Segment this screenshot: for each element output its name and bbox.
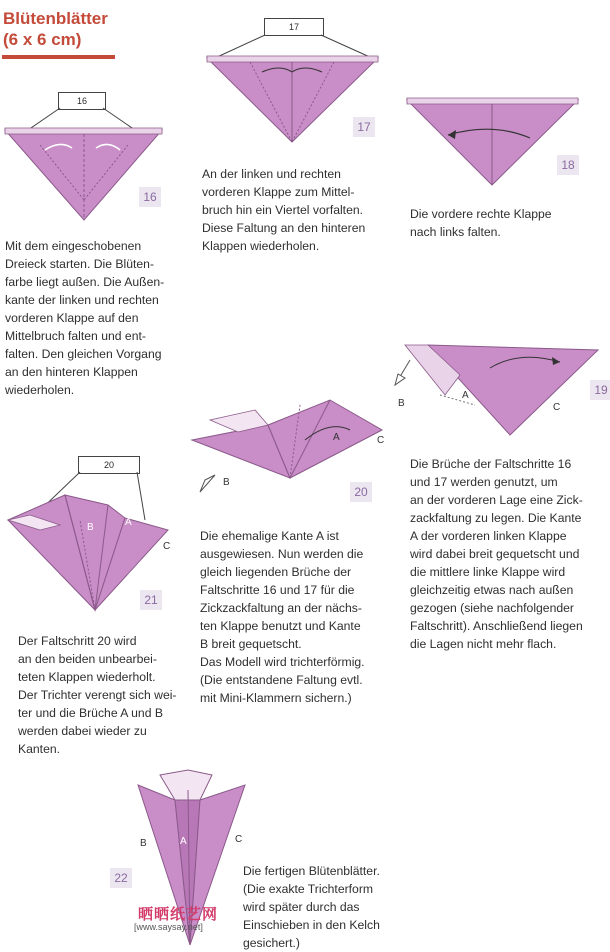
text-line: mit Mini-Klammern sichern.) <box>200 691 352 705</box>
text-line: wiederholen. <box>5 383 75 397</box>
text-line: Die fertigen Blütenblätter. <box>243 864 380 878</box>
text-line: (Die exakte Trichterform <box>243 882 374 896</box>
text-line: Klappen wiederholen. <box>202 239 320 253</box>
step22-text <box>243 862 433 952</box>
text-line: Das Modell wird trichterförmig. <box>200 655 365 669</box>
text-line: gesichert.) <box>243 936 300 950</box>
text-line: Mit dem eingeschobenen <box>5 239 142 253</box>
text-line: Die ehemalige Kante A ist <box>200 529 339 543</box>
text-line: Dreieck starten. Die Blüten- <box>5 257 155 271</box>
text-line: Zickzackfaltung an der nächs- <box>200 601 362 615</box>
text-line: vorderen Klappe auf den <box>5 311 139 325</box>
text-line: kante der linken und rechten <box>5 293 159 307</box>
step16-ref-box: 16 <box>58 92 106 110</box>
step20-number: 20 <box>350 482 372 502</box>
watermark-url: [www.saysay.net] <box>134 922 203 932</box>
text-line: Kanten. <box>18 742 61 756</box>
text-line: und 17 werden genutzt, um <box>410 475 558 489</box>
text-line: teten Klappen wiederholt. <box>18 670 156 684</box>
text-line: Faltschritte 16 und 17 für die <box>200 583 355 597</box>
text-line: B breit gequetscht. <box>200 637 302 651</box>
text-line: (Die entstandene Faltung evtl. <box>200 673 363 687</box>
text-line: An der linken und rechten <box>202 167 341 181</box>
step22-number: 22 <box>110 868 132 888</box>
text-line: gleichzeitig etwas nach außen <box>410 583 574 597</box>
step21-number: 21 <box>140 590 162 610</box>
step16-number: 16 <box>139 187 161 207</box>
text-line: Der Faltschritt 20 wird <box>18 634 137 648</box>
text-line: an der vorderen Lage eine Zick- <box>410 493 583 507</box>
step22-label-b: B <box>140 838 147 849</box>
text-line: ten Klappe benutzt und Kante <box>200 619 361 633</box>
text-line: zackfaltung zu legen. Die Kante <box>410 511 582 525</box>
text-line: Die Brüche der Faltschritte 16 <box>410 457 572 471</box>
text-line: gleich liegenden Brüche der <box>200 565 352 579</box>
text-line: A der vorderen linken Klappe <box>410 529 567 543</box>
watermark-logo: 晒晒纸艺网 <box>138 906 219 923</box>
text-line: die Lagen nicht mehr flach. <box>410 637 557 651</box>
step22-label-a: A <box>180 836 187 847</box>
step21-ref-box: 20 <box>78 456 140 474</box>
text-line: ausgewiesen. Nun werden die <box>200 547 364 561</box>
text-line: ter und die Brüche A und B <box>18 706 163 720</box>
text-line: Einschieben in den Kelch <box>243 918 380 932</box>
text-line: falten. Den gleichen Vorgang <box>5 347 162 361</box>
text-line: farbe liegt außen. Die Außen- <box>5 275 165 289</box>
text-line: wird dabei breit gequetscht und <box>410 547 580 561</box>
step19-label-b: B <box>398 398 405 409</box>
step17-ref-box: 17 <box>264 18 324 36</box>
step20-label-b: B <box>223 477 230 488</box>
step19-number: 19 <box>590 380 610 400</box>
step20-label-a: A <box>333 432 340 443</box>
step19-label-a: A <box>462 390 469 401</box>
text-line: Faltschritt). Anschließend liegen <box>410 619 583 633</box>
text-line: Diese Faltung an den hinteren <box>202 221 366 235</box>
text-line: wird später durch das <box>243 900 360 914</box>
step18-number: 18 <box>557 155 579 175</box>
step17-number: 17 <box>353 117 375 137</box>
text-line: werden dabei wieder zu <box>18 724 147 738</box>
title-line-1: Blütenblätter <box>3 9 108 28</box>
step21-label-c: C <box>163 541 171 552</box>
text-line: nach links falten. <box>410 225 501 239</box>
title-line-2: (6 x 6 cm) <box>3 30 82 49</box>
text-line: vorderen Klappe zum Mittel- <box>202 185 355 199</box>
text-line: gezogen (siehe nachfolgender <box>410 601 574 615</box>
text-line: Der Trichter verengt sich wei- <box>18 688 177 702</box>
step21-label-b: B <box>87 522 94 533</box>
step19-label-c: C <box>553 402 561 413</box>
step21-label-a: A <box>125 517 132 528</box>
text-line: Mittelbruch falten und ent- <box>5 329 146 343</box>
text-line: an den hinteren Klappen <box>5 365 138 379</box>
step22-label-c: C <box>235 834 243 845</box>
text-line: die mittlere linke Klappe wird <box>410 565 566 579</box>
text-line: bruch hin ein Viertel vorfalten. <box>202 203 364 217</box>
step20-label-c: C <box>377 435 385 446</box>
text-line: an den beiden unbearbei- <box>18 652 157 666</box>
text-line: Die vordere rechte Klappe <box>410 207 552 221</box>
